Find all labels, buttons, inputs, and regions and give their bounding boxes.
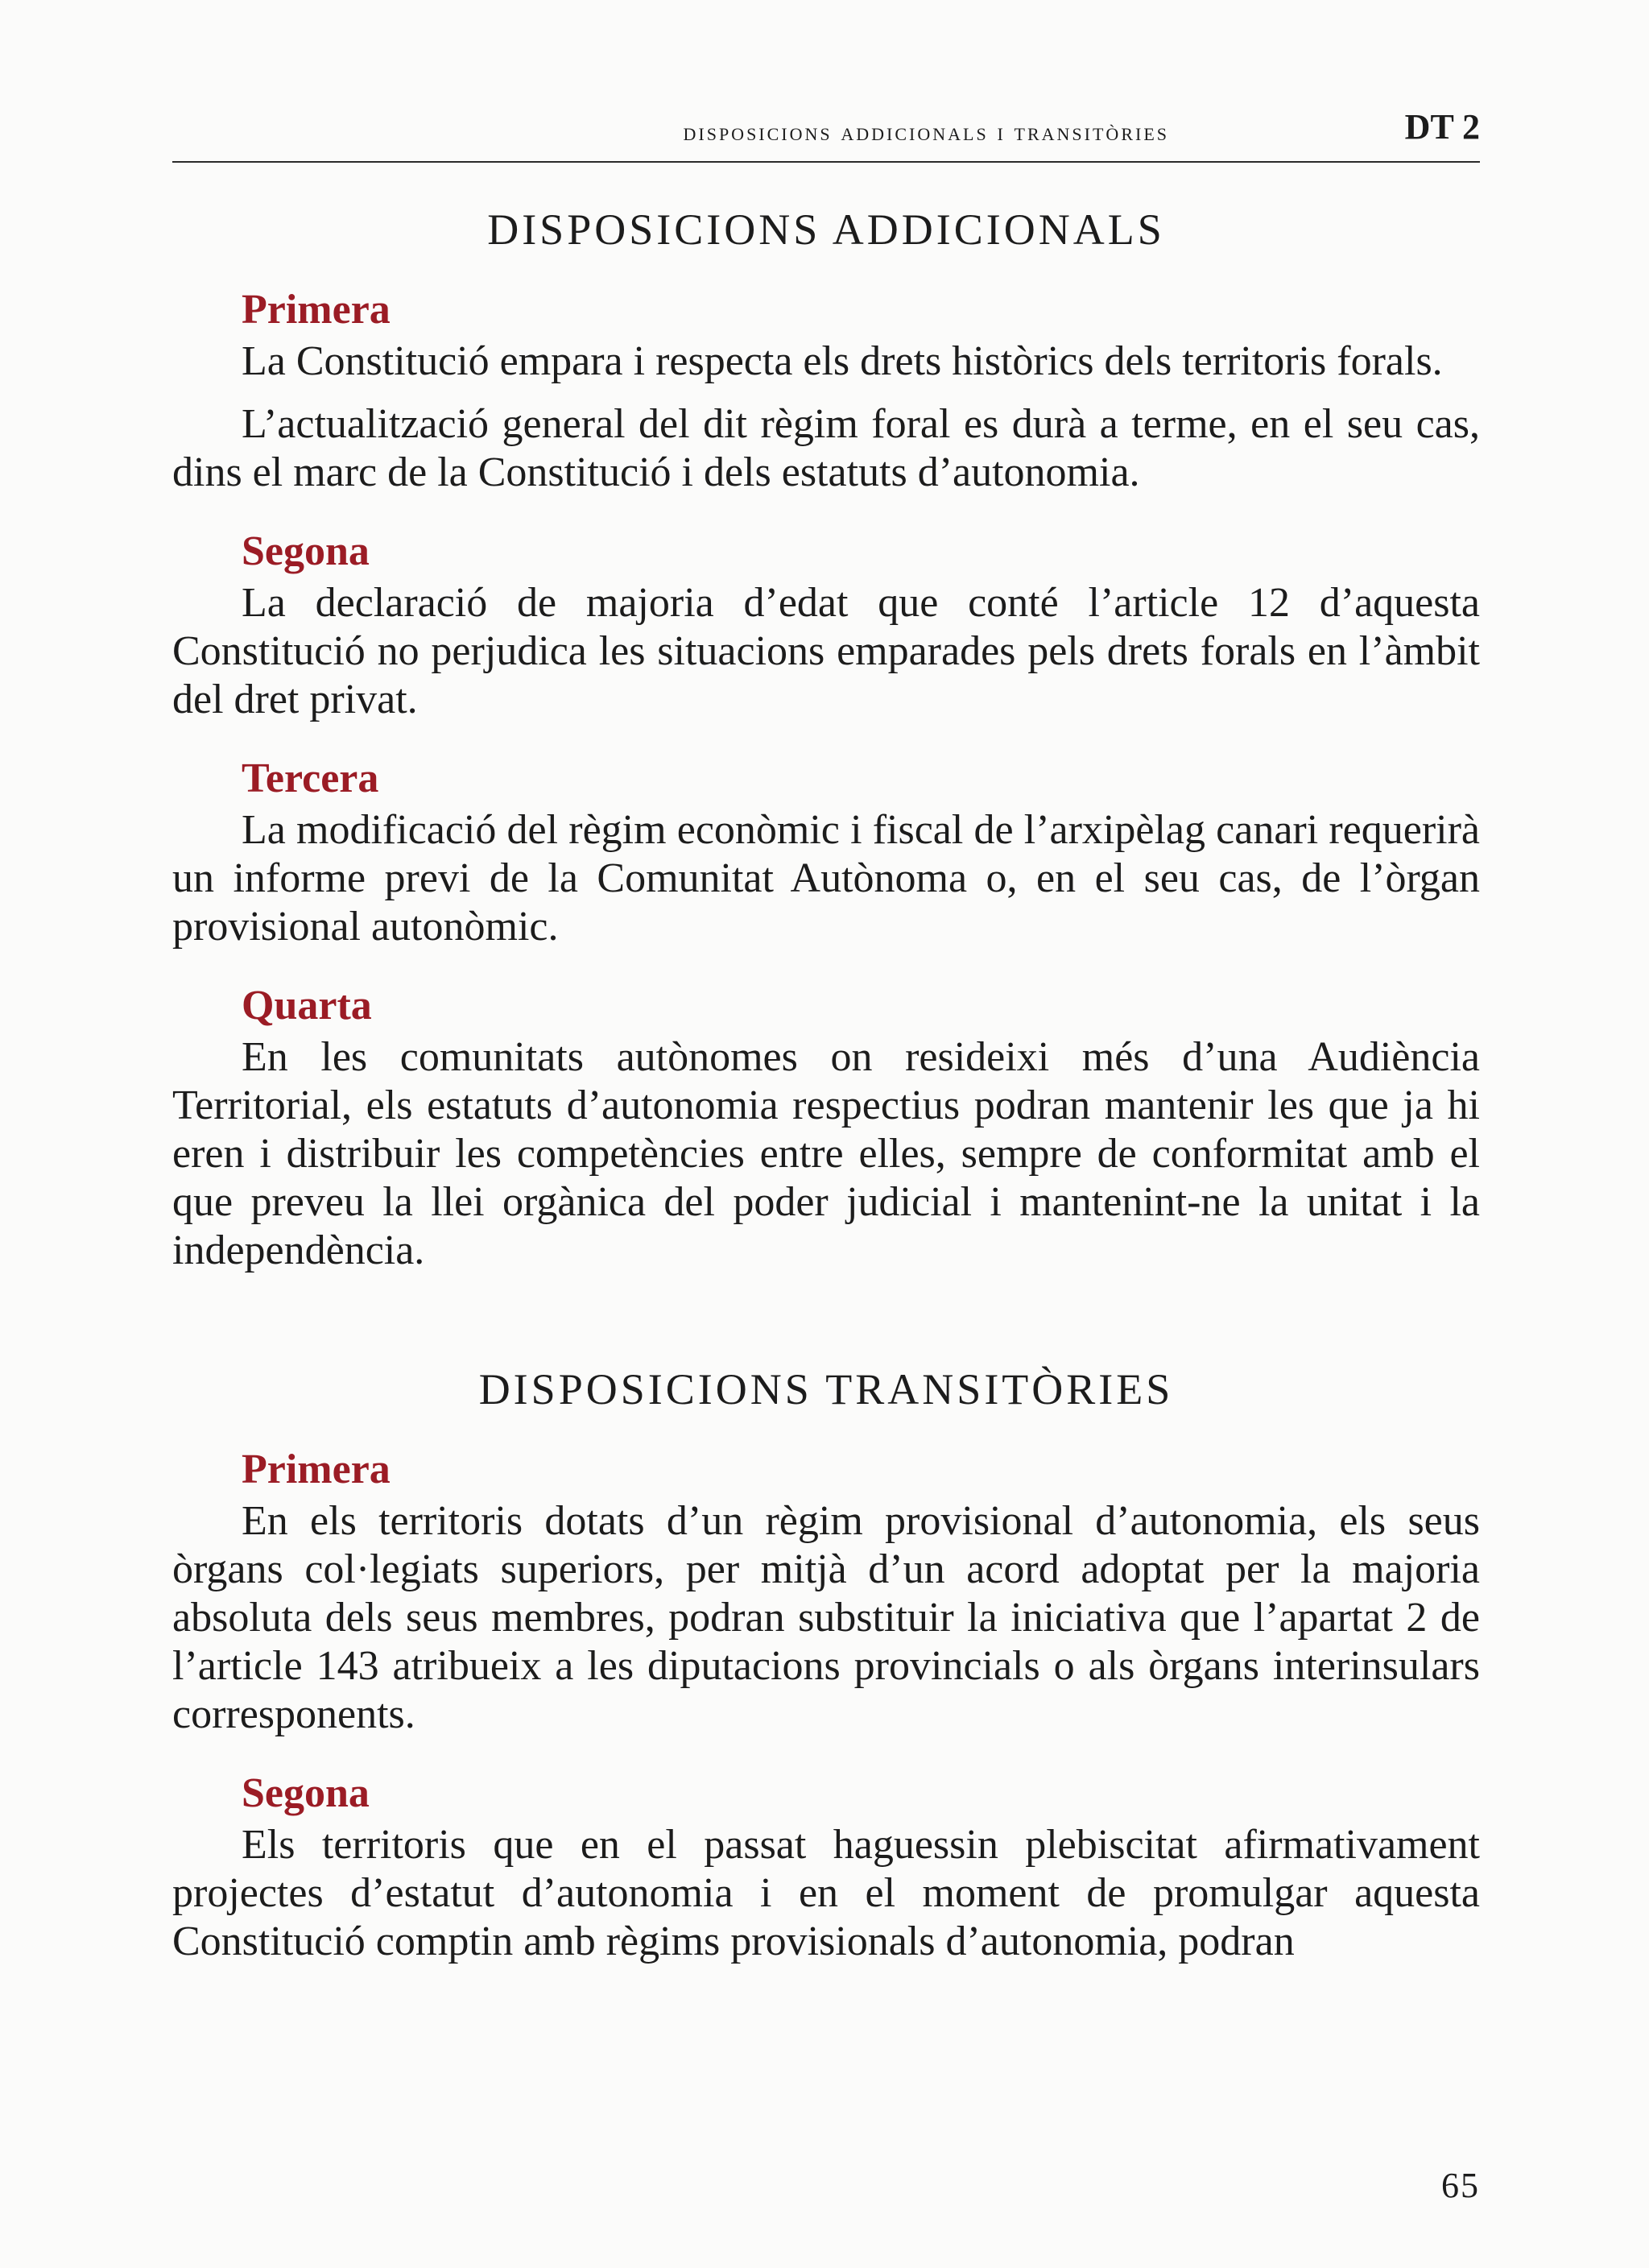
running-head-section: disposicions addicionals i transitòries [683, 118, 1169, 146]
page-number: 65 [1441, 2166, 1480, 2205]
provision-heading: Quarta [242, 983, 372, 1028]
provision-paragraph: Els territoris que en el passat haguessin plebiscitat afirmativament projectes d’estatut d’autonomia i en el moment de promulgar aquesta Constitució comptin amb règims provisionals d’autonomia, podran [172, 1822, 1480, 1964]
book-page [172, 0, 1480, 2268]
provision-additional-1 [172, 286, 1480, 497]
page-content [172, 205, 1480, 1997]
provision-additional-2 [172, 528, 1480, 724]
provision-paragraph: La declaració de majoria d’edat que conté l’article 12 d’aquesta Constitució no perjudica les situacions emparades pels drets forals en l’àmbit del dret privat. [172, 580, 1480, 722]
provision-heading: Primera [242, 1446, 391, 1492]
provision-paragraph: En les comunitats autònomes on resideixi més d’una Audiència Territorial, els estatuts d’autonomia respectius podran mantenir les que ja hi eren i distribuir les competències entre elles, sempre de conformitat amb el que preveu la llei orgànica del poder judicial i mantenint-ne la unitat i la independència. [172, 1034, 1480, 1273]
provision-additional-3 [172, 755, 1480, 951]
section-title-transitional: DISPOSICIONS TRANSITÒRIES [478, 1365, 1174, 1413]
provision-heading: Segona [242, 1770, 370, 1816]
provision-transitional-1 [172, 1446, 1480, 1739]
provision-paragraph: La modificació del règim econòmic i fiscal de l’arxipèlag canari requerirà un informe previ de la Comunitat Autònoma o, en el seu cas, de l’òrgan provisional autonòmic. [172, 807, 1480, 950]
provision-heading: Primera [242, 287, 391, 333]
provision-paragraph: En els territoris dotats d’un règim provisional d’autonomia, els seus òrgans col·legiats superiors, per mitjà d’un acord adoptat per la majoria absoluta dels seus membres, podran substituir la iniciativa que l’apartat 2 de l’article 143 atribueix a les diputacions provincials o als òrgans interinsulars corresponents. [172, 1498, 1480, 1737]
running-head-marker: DT 2 [1404, 107, 1480, 147]
provision-transitional-2 [172, 1769, 1480, 1966]
section-title-additional: DISPOSICIONS ADDICIONALS [487, 205, 1165, 254]
running-head [172, 107, 1480, 163]
provision-additional-4 [172, 982, 1480, 1275]
provision-heading: Tercera [242, 755, 379, 801]
provision-paragraph: L’actualització general del dit règim foral es durà a terme, en el seu cas, dins el marc de la Constitució i dels estatuts d’autonomia. [172, 401, 1480, 495]
provision-paragraph: La Constitució empara i respecta els drets històrics dels territoris forals. [242, 338, 1443, 384]
provision-heading: Segona [242, 528, 370, 574]
